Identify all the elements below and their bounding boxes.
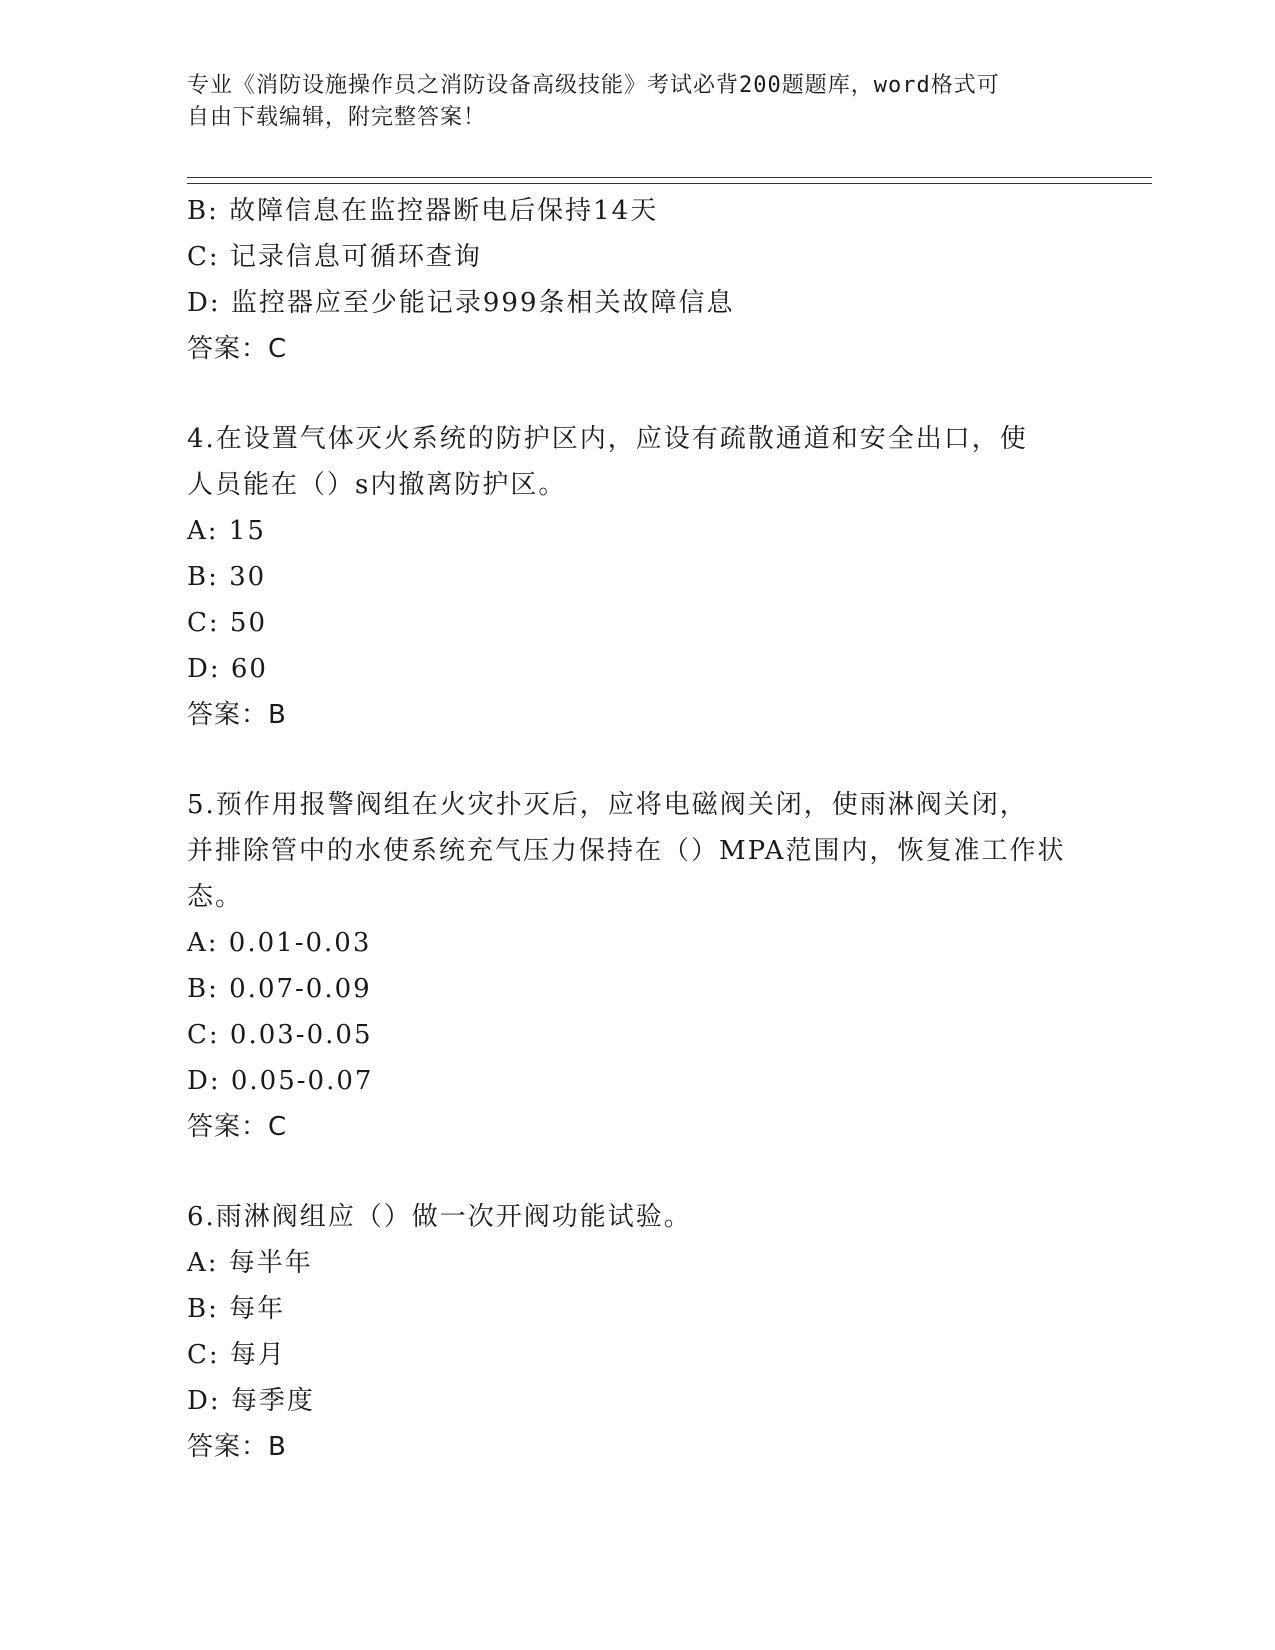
option-a: A: 每半年	[187, 1248, 313, 1278]
spacer	[187, 1150, 1127, 1194]
question-stem-line: 并排除管中的水使系统充气压力保持在（）MPA范围内，恢复准工作状	[187, 836, 1066, 866]
option-d: D: 监控器应至少能记录999条相关故障信息	[187, 288, 735, 318]
option-b: B: 0.07-0.09	[187, 974, 372, 1004]
option-c: C: 记录信息可循环查询	[187, 242, 482, 272]
header-rule-top	[187, 177, 1152, 178]
document-header	[187, 70, 1067, 134]
spacer	[187, 738, 1127, 782]
question-5	[187, 782, 1127, 1150]
option-b: B: 故障信息在监控器断电后保持14天	[187, 196, 659, 226]
question-stem-line: 5.预作用报警阀组在火灾扑灭后，应将电磁阀关闭，使雨淋阀关闭，	[187, 790, 1028, 820]
header-rule-bottom	[187, 183, 1152, 184]
question-4	[187, 416, 1127, 738]
answer: 答案：C	[187, 334, 288, 364]
option-a: A: 0.01-0.03	[187, 928, 372, 958]
header-line-1: 专业《消防设施操作员之消防设备高级技能》考试必背200题题库，word格式可	[187, 73, 1000, 98]
option-c: C: 50	[187, 608, 268, 638]
spacer	[187, 372, 1127, 416]
option-a: A: 15	[187, 516, 266, 546]
question-3-continued	[187, 188, 1127, 372]
question-stem-line: 态。	[187, 882, 244, 912]
option-d: D: 每季度	[187, 1386, 315, 1416]
answer: 答案：B	[187, 700, 287, 730]
answer: 答案：B	[187, 1432, 287, 1462]
option-b: B: 每年	[187, 1294, 286, 1324]
question-list	[187, 188, 1127, 1470]
option-c: C: 每月	[187, 1340, 286, 1370]
header-line-2: 自由下载编辑，附完整答案！	[187, 105, 487, 130]
option-b: B: 30	[187, 562, 267, 592]
question-stem-line: 6.雨淋阀组应（）做一次开阀功能试验。	[187, 1202, 692, 1232]
option-d: D: 0.05-0.07	[187, 1066, 374, 1096]
question-6	[187, 1194, 1127, 1470]
option-c: C: 0.03-0.05	[187, 1020, 373, 1050]
question-stem-line: 人员能在（）s内撤离防护区。	[187, 470, 567, 500]
option-d: D: 60	[187, 654, 268, 684]
answer: 答案：C	[187, 1112, 288, 1142]
question-stem-line: 4.在设置气体灭火系统的防护区内，应设有疏散通道和安全出口，使	[187, 424, 1028, 454]
